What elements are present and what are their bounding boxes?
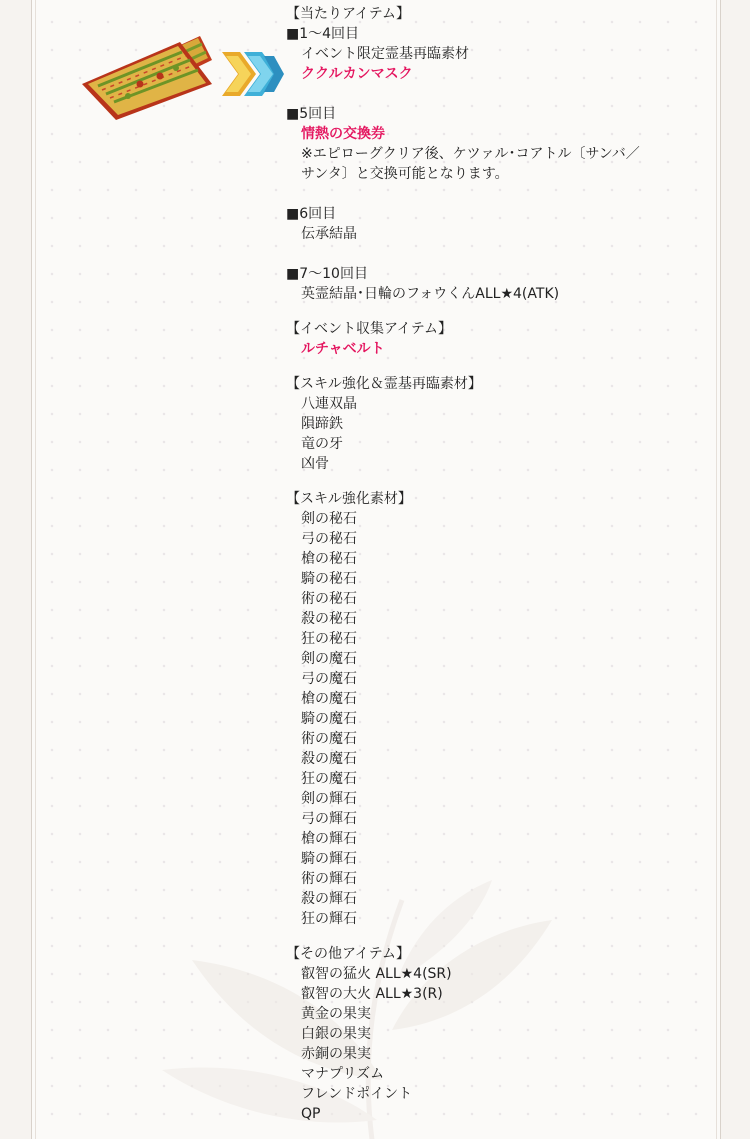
skill-materials-header: 【スキル強化素材】 [286,491,412,507]
event-items-highlight: ルチャベルト [301,341,385,357]
spacer [286,359,686,374]
spacer [286,244,686,264]
round-5-label: ■5回目 [286,106,337,122]
spacer [286,929,686,944]
list-item: 剣の魔石 [301,651,357,667]
list-item: 剣の秘石 [301,511,357,527]
list-item: 殺の魔石 [301,751,357,767]
item-art [80,28,290,120]
skill-ascension-header: 【スキル強化＆霊基再臨素材】 [286,376,482,392]
list-item: 騎の輝石 [301,851,357,867]
event-items-header: 【イベント収集アイテム】 [286,321,453,337]
list-item: 剣の輝石 [301,791,357,807]
list-item: 黄金の果実 [301,1006,371,1022]
skill-ascension-list [286,394,686,474]
list-item: 白銀の果実 [301,1026,371,1042]
double-arrow-right-icon [222,52,284,96]
round-5-note-line1: ※エピローグクリア後、ケツァル･コアトル〔サンバ／ [301,146,640,162]
other-items-header: 【その他アイテム】 [286,946,411,962]
spacer [286,184,686,204]
list-item: 竜の牙 [301,436,343,452]
list-item: フレンドポイント [301,1086,413,1102]
round-6-label: ■6回目 [286,206,337,222]
spacer [286,474,686,489]
list-item: 赤銅の果実 [301,1046,371,1062]
list-item: 術の魔石 [301,731,357,747]
list-item: 凶骨 [301,456,329,472]
round-7-10-item: 英霊結晶･日輪のフォウくんALL★4(ATK) [301,286,560,302]
list-item: 術の輝石 [301,871,357,887]
list-item: マナプリズム [301,1066,385,1082]
spacer [286,84,686,104]
spacer [286,304,686,319]
list-item: 騎の魔石 [301,711,357,727]
hit-items-header: 【当たりアイテム】 [286,6,411,22]
list-item: 殺の輝石 [301,891,357,907]
list-item: QP [301,1106,321,1122]
skill-materials-list [286,509,686,929]
round-5-note-line2: サンタ〕と交換可能となります。 [301,166,509,182]
list-item: 狂の魔石 [301,771,357,787]
list-item: 狂の秘石 [301,631,357,647]
round-5-highlight: 情熱の交換券 [301,126,385,142]
item-list-content [286,4,686,1124]
list-item: 槍の輝石 [301,831,357,847]
round-1-4-item: イベント限定霊基再臨素材 [301,46,469,62]
list-item: 弓の輝石 [301,811,357,827]
list-item: 八連双晶 [301,396,357,412]
list-item: 槍の秘石 [301,551,357,567]
woven-mat-icon [82,36,212,120]
round-1-4-highlight: ククルカンマスク [301,66,413,82]
list-item: 騎の秘石 [301,571,357,587]
list-item: 術の秘石 [301,591,357,607]
round-7-10-label: ■7～10回目 [286,266,368,282]
list-item: 弓の秘石 [301,531,357,547]
list-item: 槍の魔石 [301,691,357,707]
round-1-4-label: ■1～4回目 [286,26,360,42]
list-item: 狂の輝石 [301,911,357,927]
other-items-list [286,964,686,1124]
list-item: 叡智の大火 ALL★3(R) [301,986,443,1002]
list-item: 殺の秘石 [301,611,357,627]
list-item: 隕蹄鉄 [301,416,343,432]
list-item: 叡智の猛火 ALL★4(SR) [301,966,452,982]
list-item: 弓の魔石 [301,671,357,687]
round-6-item: 伝承結晶 [301,226,357,242]
